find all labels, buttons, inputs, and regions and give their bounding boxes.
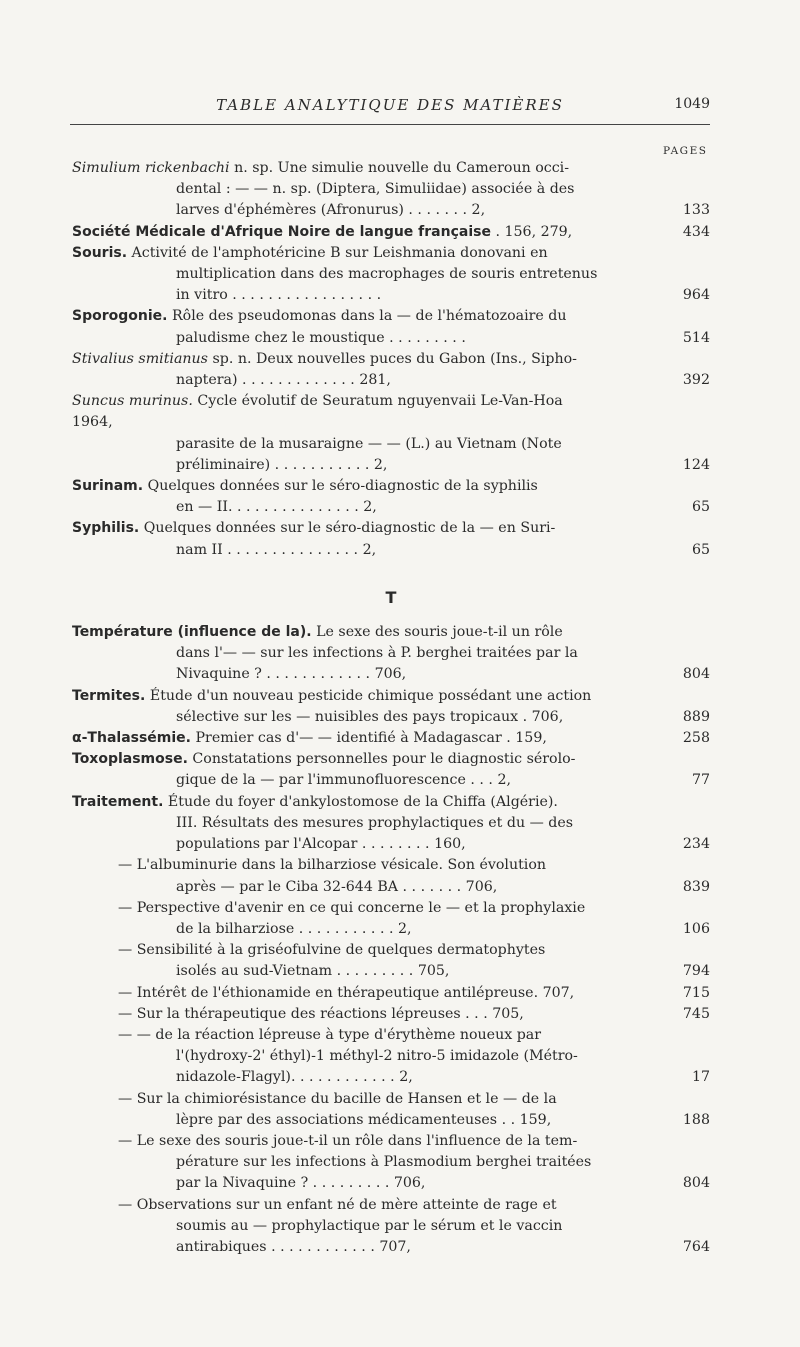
- entry-page-number: 804: [682, 1175, 710, 1192]
- entry-continuation-line: in vitro . . . . . . . . . . . . . . . . .: [176, 287, 382, 304]
- entry-line-text: — Intérêt de l'éthionamide en thérapeutique antilépreuse. 707,: [118, 984, 575, 1001]
- entry-page-number: 764: [682, 1238, 710, 1255]
- entry-text: [72, 622, 602, 686]
- entry-text: [72, 349, 602, 391]
- entry-heading: Suncus murinus.: [72, 393, 193, 410]
- entry-line-text: — Observations sur un enfant né de mère atteinte de rage et: [118, 1196, 557, 1213]
- entry-line-text: — L'albuminurie dans la bilharziose vésicale. Son évolution: [118, 857, 547, 874]
- entry-heading: Surinam.: [72, 478, 144, 495]
- entry-continuation-line: pérature sur les infections à Plasmodium berghei traitées: [176, 1154, 592, 1171]
- entry-text: [72, 1131, 602, 1195]
- entry-line-text: Quelques données sur le séro-diagnostic de la — en Suri-: [139, 520, 556, 537]
- entry-line-text: — Le sexe des souris joue-t-il un rôle dans l'influence de la tem-: [118, 1132, 578, 1149]
- entry-page-number: 392: [682, 372, 710, 389]
- entry-text: [72, 306, 602, 348]
- entry-first-line: [72, 349, 602, 370]
- entries-traitement-sub: [72, 855, 710, 1258]
- entry-text: [72, 728, 602, 749]
- entry-heading: Toxoplasmose.: [72, 751, 188, 768]
- entry-text: [72, 749, 602, 791]
- entry-first-line: [72, 476, 602, 497]
- entry-page-number: 234: [682, 836, 710, 853]
- entry-line-text: Quelques données sur le séro-diagnostic de la syphilis: [143, 478, 538, 495]
- entry-first-line: [72, 1004, 602, 1025]
- entry-heading: Société Médicale d'Afrique Noire de langue française: [72, 223, 491, 240]
- entry-continuation-line: dental : — — n. sp. (Diptera, Simuliidae) associée à des: [176, 181, 575, 198]
- entry-continuation-line: soumis au — prophylactique par le sérum et le vaccin: [176, 1217, 563, 1234]
- entry-continuation-line: après — par le Ciba 32-644 BA . . . . . . . 706,: [176, 878, 498, 895]
- index-entry: [72, 1025, 710, 1089]
- entry-continuation-line: paludisme chez le moustique . . . . . . . . .: [176, 329, 466, 346]
- entry-page-number: 65: [691, 541, 710, 558]
- entry-line-text: Le sexe des souris joue-t-il un rôle: [311, 624, 563, 641]
- entry-continuation-line: dans l'— — sur les infections à P. berghei traitées par la: [176, 645, 578, 662]
- entry-text: [72, 1195, 602, 1259]
- entries-t: [72, 622, 710, 855]
- entry-text: [72, 1025, 602, 1089]
- entry-page-number: 77: [691, 772, 710, 789]
- index-entry: [72, 1195, 710, 1259]
- entry-page-number: 745: [682, 1005, 710, 1022]
- entry-page-number: 17: [691, 1069, 710, 1086]
- entry-page-number: 839: [682, 878, 710, 895]
- index-entry: [72, 476, 710, 518]
- entry-text: [72, 243, 602, 307]
- index-entry: [72, 983, 710, 1004]
- entry-first-line: [72, 518, 602, 539]
- entry-first-line: [72, 391, 602, 433]
- entry-continuation-line: larves d'éphémères (Afronurus) . . . . . . . 2,: [176, 202, 486, 219]
- entry-first-line: [72, 940, 602, 961]
- index-entry: [72, 158, 710, 222]
- entry-text: [72, 792, 602, 856]
- entry-heading: Termites.: [72, 687, 146, 704]
- entry-page-number: 434: [682, 223, 710, 240]
- entry-continuation-line: parasite de la musaraigne — — (L.) au Vietnam (Note: [176, 435, 562, 452]
- entry-continuation-line: III. Résultats des mesures prophylactiques et du — des: [176, 814, 574, 831]
- entry-line-text: — Perspective d'avenir en ce qui concerne le — et la prophylaxie: [118, 899, 586, 916]
- entry-continuation-line: Nivaquine ? . . . . . . . . . . . . 706,: [176, 666, 407, 683]
- entry-page-number: 65: [691, 499, 710, 516]
- entry-text: [72, 158, 602, 222]
- entry-continuation-line: naptera) . . . . . . . . . . . . . 281,: [176, 372, 391, 389]
- entry-continuation-line: de la bilharziose . . . . . . . . . . . 2,: [176, 920, 412, 937]
- entry-first-line: [72, 222, 602, 243]
- index-entry: [72, 349, 710, 391]
- entry-continuation-line: antirabiques . . . . . . . . . . . . 707,: [176, 1238, 411, 1255]
- entry-line-text: — Sur la chimiorésistance du bacille de Hansen et le — de la: [118, 1090, 557, 1107]
- section-letter: T: [385, 587, 397, 607]
- entry-first-line: [72, 792, 602, 813]
- index-entries: [72, 158, 710, 1258]
- entry-heading: Stivalius smitianus: [72, 350, 208, 367]
- index-entry: [72, 243, 710, 307]
- index-entry: [72, 391, 710, 476]
- entry-heading: α-Thalassémie.: [72, 730, 191, 747]
- entry-continuation-line: lèpre par des associations médicamenteuses . . 159,: [176, 1111, 552, 1128]
- index-entry: [72, 1004, 710, 1025]
- entry-line-text: Étude d'un nouveau pesticide chimique possédant une action: [145, 687, 592, 704]
- entry-page-number: 106: [682, 920, 710, 937]
- entry-heading: Syphilis.: [72, 520, 140, 537]
- index-entry: [72, 1131, 710, 1195]
- entry-first-line: [72, 622, 602, 643]
- entry-text: [72, 391, 602, 476]
- entry-continuation-line: l'(hydroxy-2' éthyl)-1 méthyl-2 nitro-5 imidazole (Métro-: [176, 1048, 578, 1065]
- entry-text: [72, 855, 602, 897]
- entry-continuation-line: gique de la — par l'immunofluorescence . . . 2,: [176, 772, 511, 789]
- entry-line-text: n. sp. Une simulie nouvelle du Cameroun occi-: [229, 160, 570, 176]
- header-rule: [70, 124, 710, 125]
- index-entry: [72, 898, 710, 940]
- entry-line-text: Premier cas d'— — identifié à Madagascar . 159,: [191, 730, 547, 747]
- entry-first-line: [72, 243, 602, 264]
- entry-line-text: Rôle des pseudomonas dans la — de l'hématozoaire du: [167, 308, 567, 325]
- entry-page-number: 124: [682, 456, 710, 473]
- entry-page-number: 514: [682, 329, 710, 346]
- entry-line-text: — — de la réaction lépreuse à type d'érythème noueux par: [118, 1026, 542, 1043]
- entry-line-text: . 156, 279,: [490, 223, 573, 240]
- entry-continuation-line: populations par l'Alcopar . . . . . . . . 160,: [176, 836, 466, 853]
- entry-line-text: sp. n. Deux nouvelles puces du Gabon (Ins., Sipho-: [207, 350, 577, 367]
- entry-first-line: [72, 983, 602, 1004]
- page-header: [70, 96, 710, 126]
- entry-first-line: [72, 728, 602, 749]
- entry-heading: Température (influence de la).: [72, 624, 312, 641]
- entry-first-line: [72, 158, 602, 179]
- running-title: TABLE ANALYTIQUE DES MATIÈRES: [216, 96, 564, 114]
- entry-continuation-line: par la Nivaquine ? . . . . . . . . . 706,: [176, 1175, 426, 1192]
- index-entry: [72, 855, 710, 897]
- entry-line-text: — Sensibilité à la griséofulvine de quelques dermatophytes: [118, 942, 546, 959]
- entry-heading: Traitement.: [72, 793, 164, 810]
- entry-text: [72, 518, 602, 560]
- entry-text: [72, 940, 602, 982]
- entry-first-line: [72, 306, 602, 327]
- entry-text: [72, 1004, 602, 1025]
- entry-page-number: 258: [682, 730, 710, 747]
- entry-continuation-line: multiplication dans des macrophages de souris entretenus: [176, 266, 598, 283]
- entry-text: [72, 476, 602, 518]
- entry-first-line: [72, 1195, 602, 1216]
- entry-first-line: [72, 1089, 602, 1110]
- index-entry: [72, 749, 710, 791]
- index-entry: [72, 728, 710, 749]
- entry-text: [72, 898, 602, 940]
- entry-text: [72, 686, 602, 728]
- entry-continuation-line: isolés au sud-Vietnam . . . . . . . . . 705,: [176, 963, 450, 980]
- entry-page-number: 964: [682, 287, 710, 304]
- entry-first-line: [72, 1025, 602, 1046]
- entry-page-number: 794: [682, 963, 710, 980]
- entry-continuation-line: en — II. . . . . . . . . . . . . . . 2,: [176, 499, 377, 516]
- index-entry: [72, 518, 710, 560]
- entry-line-text: Constatations personnelles pour le diagnostic sérolo-: [187, 751, 576, 768]
- index-entry: [72, 622, 710, 686]
- entry-line-text: Étude du foyer d'ankylostomose de la Chiffa (Algérie).: [163, 793, 558, 810]
- entry-first-line: [72, 749, 602, 770]
- entry-first-line: [72, 686, 602, 707]
- entry-continuation-line: sélective sur les — nuisibles des pays tropicaux . 706,: [176, 708, 564, 725]
- entry-line-text: — Sur la thérapeutique des réactions lépreuses . . . 705,: [118, 1005, 524, 1022]
- entry-text: [72, 1089, 602, 1131]
- entry-first-line: [72, 855, 602, 876]
- entry-line-text: Cycle évolutif de Seuratum nguyenvaii Le-Van-Hoa 1964,: [72, 393, 563, 431]
- entry-continuation-line: nam II . . . . . . . . . . . . . . . 2,: [176, 541, 377, 558]
- entry-first-line: [72, 898, 602, 919]
- index-entry: [72, 222, 710, 243]
- entry-continuation-line: préliminaire) . . . . . . . . . . . 2,: [176, 456, 388, 473]
- index-entry: [72, 686, 710, 728]
- index-entry: [72, 792, 710, 856]
- entry-heading: Sporogonie.: [72, 308, 168, 325]
- entry-continuation-line: nidazole-Flagyl). . . . . . . . . . . . 2,: [176, 1069, 413, 1086]
- entry-heading: Simulium rickenbachi: [72, 160, 230, 176]
- entry-text: [72, 222, 602, 243]
- index-entry: [72, 1089, 710, 1131]
- page-number: 1049: [674, 96, 710, 112]
- entry-page-number: 133: [682, 202, 710, 219]
- entry-page-number: 715: [682, 984, 710, 1001]
- entry-page-number: 188: [682, 1111, 710, 1128]
- entries-s: [72, 158, 710, 561]
- entry-first-line: [72, 1131, 602, 1152]
- index-entry: [72, 940, 710, 982]
- pages-column-label: PAGES: [663, 145, 708, 157]
- entry-page-number: 804: [682, 666, 710, 683]
- entry-heading: Souris.: [72, 244, 128, 261]
- entry-text: [72, 983, 602, 1004]
- entry-line-text: Activité de l'amphotéricine B sur Leishmania donovani en: [127, 244, 548, 261]
- entry-page-number: 889: [682, 708, 710, 725]
- index-entry: [72, 306, 710, 348]
